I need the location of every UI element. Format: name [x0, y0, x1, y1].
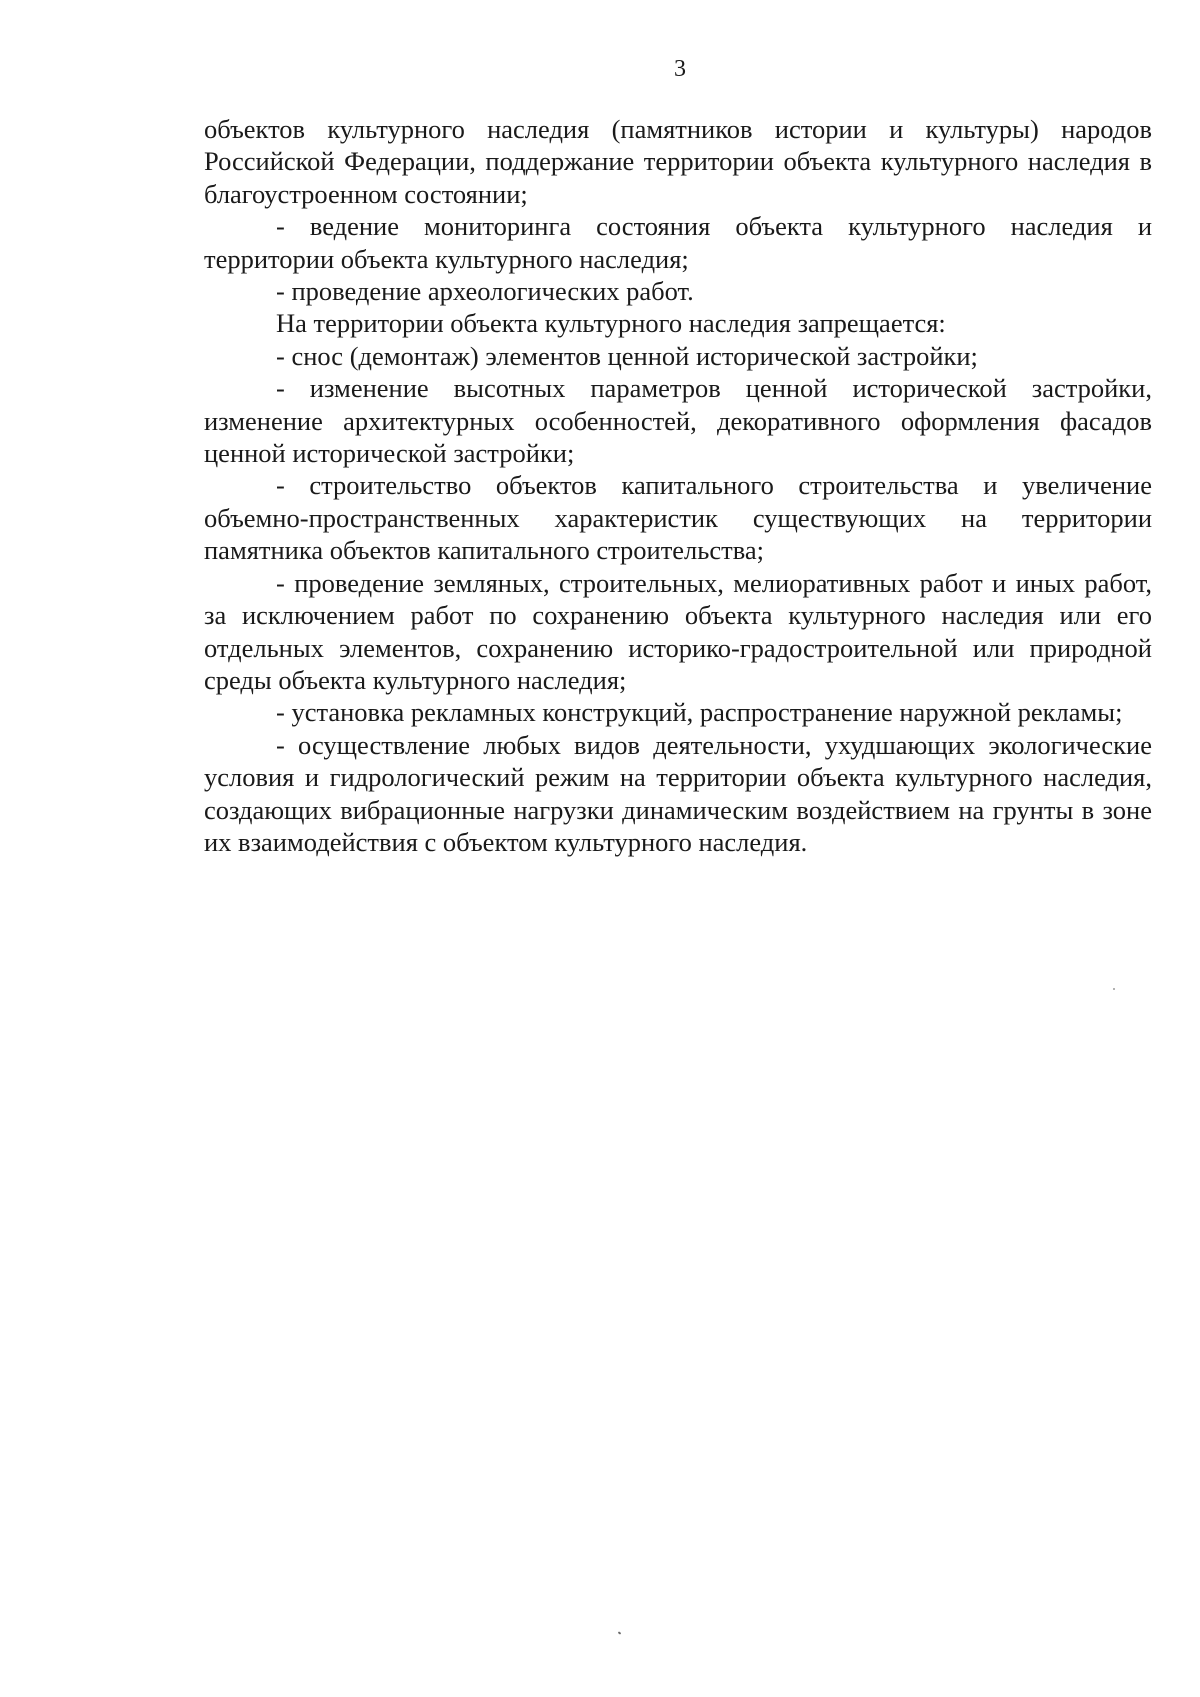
paragraph-height-changes: - изменение высотных параметров ценной исторической застройки, изменение архитектурных особенностей, декоративного оформления фасадов ценной исторической застройки;	[204, 373, 1152, 469]
paragraph-prohibitions-heading: На территории объекта культурного наследия запрещается:	[276, 308, 946, 339]
paragraph-earthworks: - проведение земляных, строительных, мелиоративных работ и иных работ, за исключением работ по сохранению объекта культурного наследия или его отдельных элементов, сохранению историко-градостроительной или природной среды объекта культурного наследия;	[204, 567, 1152, 695]
page-number: 3	[674, 56, 686, 82]
paragraph-demolition: - снос (демонтаж) элементов ценной исторической застройки;	[276, 340, 978, 371]
paragraph-construction: - строительство объектов капитального строительства и увеличение объемно-пространственных характеристик существующих на территории памятника объектов капитального строительства;	[204, 470, 1152, 566]
paragraph-advertising: - установка рекламных конструкций, распространение наружной рекламы;	[276, 697, 1123, 728]
paragraph-archaeology: - проведение археологических работ.	[276, 276, 694, 307]
scan-speck	[1113, 988, 1115, 990]
paragraph-monitoring: - ведение мониторинга состояния объекта культурного наследия и территории объекта культурного наследия;	[204, 211, 1152, 274]
paragraph-heritage-objects: объектов культурного наследия (памятников истории и культуры) народов Российской Федерации, поддержание территории объекта культурного наследия в благоустроенном состоянии;	[204, 114, 1152, 209]
scan-speck	[618, 1631, 622, 1634]
paragraph-activities: - осуществление любых видов деятельности, ухудшающих экологические условия и гидрологический режим на территории объекта культурного наследия, создающих вибрационные нагрузки динамическим воздействием на грунты в зоне их взаимодействия с объектом культурного наследия.	[204, 729, 1152, 857]
document-body	[204, 113, 1152, 858]
